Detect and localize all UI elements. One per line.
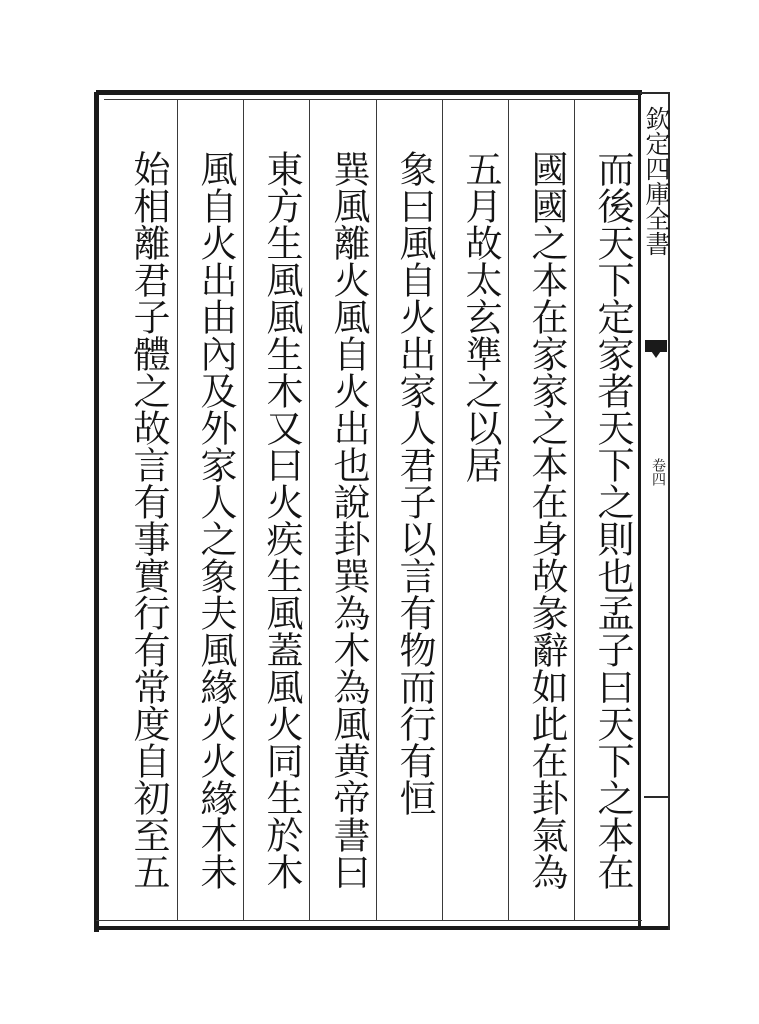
column-divider	[508, 100, 509, 920]
book-title: 欽定四庫全書	[642, 106, 671, 256]
column-divider	[243, 100, 244, 920]
frame-bottom-border	[96, 926, 668, 930]
text-column-6: 東方生風風生木又曰火疾生風蓋風火同生於木	[260, 150, 303, 890]
text-column-3: 五月故太玄準之以居	[459, 150, 502, 483]
text-column-7: 風自火出由內及外家人之象夫風緣火火緣木未	[194, 150, 237, 890]
frame-right-border	[638, 92, 641, 928]
column-divider	[442, 100, 443, 920]
fishtail-mark	[645, 340, 667, 352]
frame-top-border	[96, 90, 642, 95]
volume-label: 卷四	[650, 458, 666, 486]
text-column-1: 而後天下定家者天下之則也孟子曰天下之本在	[591, 150, 634, 890]
margin-strip-top-rule	[640, 92, 670, 94]
frame-top-inner-border	[104, 99, 640, 100]
frame-bottom-inner-border	[96, 920, 642, 921]
text-column-8: 始相離君子體之故言有事實行有常度自初至五	[127, 150, 170, 890]
column-divider	[376, 100, 377, 920]
frame-left-border	[94, 92, 99, 932]
column-divider	[574, 100, 575, 920]
column-divider	[309, 100, 310, 920]
margin-strip-mid-rule	[644, 796, 670, 798]
text-column-5: 巽風離火風自火出也說卦巽為木為風黄帝書曰	[327, 150, 370, 890]
text-column-4: 象曰風自火出家人君子以言有物而行有恒	[393, 150, 436, 816]
text-column-2: 國國之本在家家之本在身故彖辭如此在卦氣為	[525, 150, 568, 890]
column-divider	[177, 100, 178, 920]
